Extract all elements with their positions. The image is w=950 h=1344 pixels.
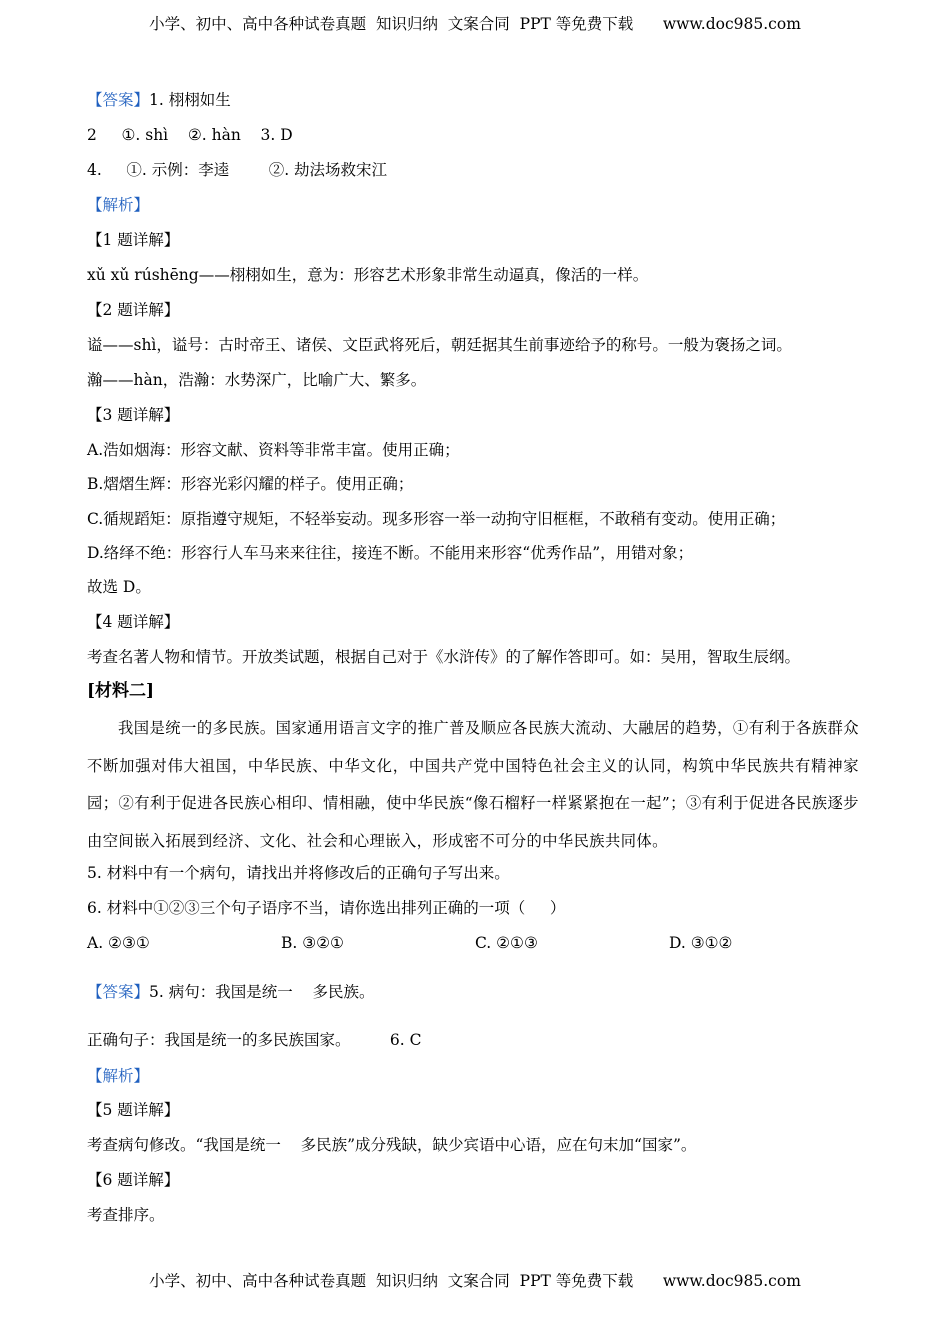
q3-option-b: B.熠熠生辉：形容光彩闪耀的样子。使用正确； <box>87 475 414 493</box>
q6-option-c: C. ②①③ <box>475 934 538 952</box>
q3-option-c: C.循规蹈矩：原指遵守规矩，不轻举妄动。现多形容一举一动拘守旧框框，不敢稍有变动。使用正确； <box>87 510 786 528</box>
answer-4-line: 4. ①. 示例：李逵 ②. 劫法场救宋江 <box>87 161 388 179</box>
q6-option-d: D. ③①② <box>669 934 733 952</box>
q5-text: 考查病句修改。“我国是统一 多民族”成分残缺，缺少宾语中心语，应在句末加“国家”。 <box>87 1136 697 1154</box>
page-header: 小学、初中、高中各种试卷真题 知识归纳 文案合同 PPT 等免费下载 www.doc985.com <box>149 15 801 33</box>
q6-option-b: B. ③②① <box>281 934 344 952</box>
q6-text: 考查排序。 <box>87 1206 165 1224</box>
q4-title: 【4 题详解】 <box>87 613 180 631</box>
answer-2-line: 2 ①. shì ②. hàn 3. D <box>87 126 293 144</box>
q2-line-2: 瀚——hàn，浩瀚：水势深广，比喻广大、繁多。 <box>87 371 427 389</box>
q3-conclusion: 故选 D。 <box>87 578 151 596</box>
q6-question: 6. 材料中①②③三个句子语序不当，请你选出排列正确的一项（ ） <box>87 899 566 917</box>
q2-line-1: 谥——shì，谥号：古时帝王、诸侯、文臣武将死后，朝廷据其生前事迹给予的称号。一般为褒扬之词。 <box>87 336 792 354</box>
answer-5-correct-line: 正确句子：我国是统一的多民族国家。 6. C <box>87 1031 422 1049</box>
answer-5-text: 5. 病句：我国是统一 多民族。 <box>149 983 375 1001</box>
answer-tag: 【答案】 <box>87 91 150 109</box>
analysis-tag: 【解析】 <box>87 196 150 214</box>
q6-options <box>87 932 863 954</box>
q1-title: 【1 题详解】 <box>87 231 180 249</box>
q6-title: 【6 题详解】 <box>87 1171 180 1189</box>
material-2-title: [材料二] <box>87 681 155 701</box>
q5-title: 【5 题详解】 <box>87 1101 180 1119</box>
q3-title: 【3 题详解】 <box>87 406 180 424</box>
q2-title: 【2 题详解】 <box>87 301 180 319</box>
page-footer: 小学、初中、高中各种试卷真题 知识归纳 文案合同 PPT 等免费下载 www.doc985.com <box>149 1272 801 1290</box>
q4-text: 考查名著人物和情节。开放类试题，根据自己对于《水浒传》的了解作答即可。如：吴用，智取生辰纲。 <box>87 648 801 666</box>
answer-5-line <box>87 981 374 1003</box>
q3-option-d: D.络绎不绝：形容行人车马来来往往，接连不断。不能用来形容“优秀作品”，用错对象； <box>87 544 694 562</box>
analysis-tag-2: 【解析】 <box>87 1067 150 1085</box>
q3-option-a: A.浩如烟海：形容文献、资料等非常丰富。使用正确； <box>87 441 460 459</box>
material-2-paragraph: 我国是统一的多民族。国家通用语言文字的推广普及顺应各民族大流动、大融居的趋势，①有利于各族群众不断加强对伟大祖国，中华民族、中华文化，中国共产党中国特色社会主义的认同，构筑中华民族共有精神家园；②有利于促进各民族心相印、情相融，使中华民族“像石榴籽一样紧紧抱在一起”；③有利于促进各民族逐步由空间嵌入拓展到经济、文化、社会和心理嵌入，形成密不可分的中华民族共同体。 <box>87 719 859 850</box>
answer-tag-2: 【答案】 <box>87 983 150 1001</box>
answer-1-text: 1. 栩栩如生 <box>149 91 231 109</box>
q1-text: xǔ xǔ rúshēng——栩栩如生，意为：形容艺术形象非常生动逼真，像活的一样。 <box>87 266 649 284</box>
q6-option-a: A. ②③① <box>87 934 150 952</box>
q5-question: 5. 材料中有一个病句，请找出并将修改后的正确句子写出来。 <box>87 864 510 882</box>
answer-1-3-line <box>87 89 231 111</box>
